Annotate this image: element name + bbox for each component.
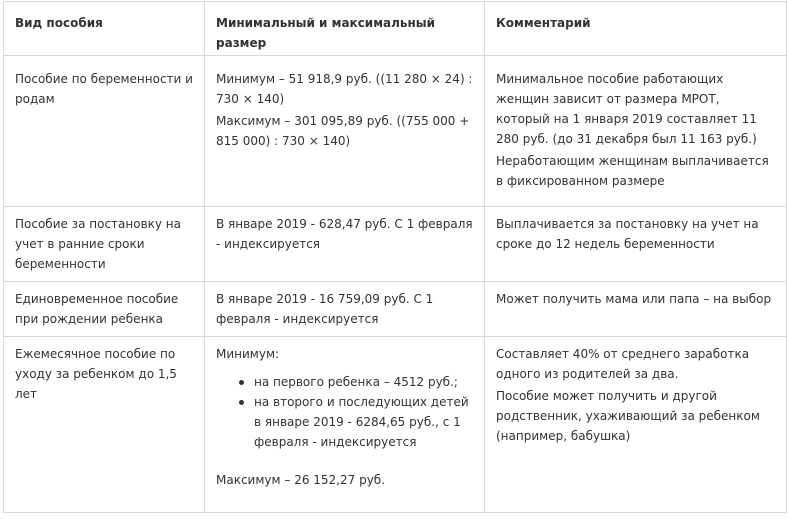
size-cell (205, 56, 485, 207)
table-row (4, 282, 787, 337)
size-cell (205, 207, 485, 282)
comment-cell (485, 337, 787, 513)
list-item: на второго и последующих детей в январе 2019 - 6284,65 руб., с 1 февраля - индексируется (254, 392, 473, 452)
size-cell (205, 282, 485, 337)
size-maximum: Максимум – 301 095,89 руб. ((755 000 + 815 000) : 730 × 140) (216, 114, 470, 148)
table-row (4, 337, 787, 513)
benefit-type: Пособие по беременности и родам (15, 72, 193, 106)
table-row (4, 56, 787, 207)
comment-cell (485, 282, 787, 337)
header-benefit-type: Вид пособия (4, 2, 205, 56)
size-text: В январе 2019 - 628,47 руб. С 1 февраля - индексируется (216, 217, 473, 251)
size-cell (205, 337, 485, 513)
comment-text: Составляет 40% от среднего заработка одного из родителей за два. (496, 347, 750, 381)
size-list (216, 372, 473, 452)
benefit-type-cell (4, 282, 205, 337)
benefit-type-cell (4, 56, 205, 207)
size-intro: Минимум: (216, 347, 280, 361)
size-maximum: Максимум – 26 152,27 руб. (216, 473, 386, 487)
header-comment: Комментарий (485, 2, 787, 56)
list-item: на первого ребенка – 4512 руб.; (254, 372, 473, 392)
benefit-type-cell (4, 337, 205, 513)
comment-text: Выплачивается за постановку на учет на сроке до 12 недель беременности (496, 217, 759, 251)
benefits-table (3, 1, 787, 513)
benefit-type: Пособие за постановку на учет в ранние сроки беременности (15, 217, 182, 271)
table-row (4, 207, 787, 282)
comment-text: Может получить мама или папа – на выбор (496, 292, 772, 306)
benefit-type: Единовременное пособие при рождении ребенка (15, 292, 179, 326)
comment-text: Неработающим женщинам выплачивается в фиксированном размере (496, 154, 769, 188)
comment-cell (485, 207, 787, 282)
benefit-type-cell (4, 207, 205, 282)
comment-cell (485, 56, 787, 207)
table-header-row (4, 2, 787, 56)
comment-text: Минимальное пособие работающих женщин зависит от размера МРОТ, который на 1 января 2019 составляет 11 280 руб. (до 31 декабря был 11 163 руб.) (496, 72, 757, 146)
comment-text: Пособие может получить и другой родственник, ухаживающий за ребенком (например, бабушка) (496, 389, 760, 443)
header-min-max-size: Минимальный и максимальный размер (205, 2, 485, 56)
size-minimum: Минимум – 51 918,9 руб. ((11 280 × 24) : 730 × 140) (216, 72, 473, 106)
size-text: В январе 2019 - 16 759,09 руб. С 1 февраля - индексируется (216, 292, 434, 326)
benefit-type: Ежемесячное пособие по уходу за ребенком до 1,5 лет (15, 347, 177, 401)
